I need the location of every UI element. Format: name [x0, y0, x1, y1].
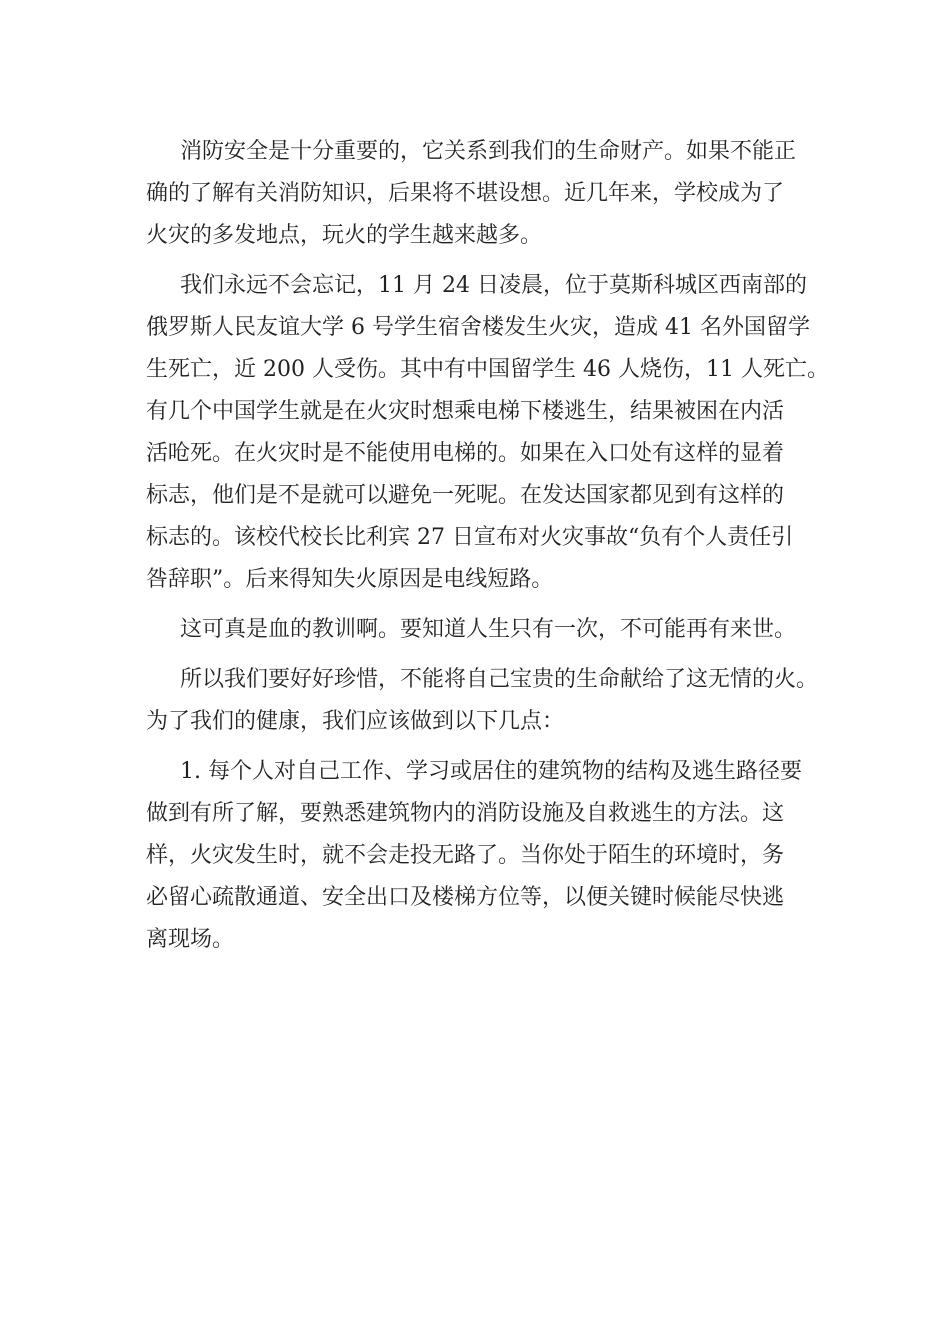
document-body — [146, 131, 829, 961]
paragraph-gap — [146, 257, 822, 265]
text-line: 咎辞职”。后来得知失火原因是电线短路。 — [146, 567, 554, 592]
paragraph-gap — [146, 651, 822, 659]
text-line: 所以我们要好好珍惜，不能将自己宝贵的生命献给了这无情的火。 — [180, 667, 819, 692]
paragraph — [146, 659, 822, 743]
text-line: 有几个中国学生就是在火灾时想乘电梯下楼逃生，结果被困在内活 — [146, 399, 785, 424]
text-line: 为了我们的健康，我们应该做到以下几点： — [146, 709, 565, 734]
text-line: 标志的。该校代校长比利宾 27 日宣布对火灾事故“负有个人责任引 — [146, 525, 794, 550]
text-line: 这可真是血的教训啊。要知道人生只有一次，不可能再有来世。 — [180, 617, 797, 642]
text-line: 标志，他们是不是就可以避免一死呢。在发达国家都见到有这样的 — [146, 483, 785, 508]
paragraph — [146, 751, 822, 961]
text-line: 确的了解有关消防知识，后果将不堪设想。近几年来，学校成为了 — [146, 181, 785, 206]
paragraph — [146, 131, 822, 257]
text-line: 必留心疏散通道、安全出口及楼梯方位等，以便关键时候能尽快逃 — [146, 885, 785, 910]
paragraph-gap — [146, 601, 822, 609]
text-line: 离现场。 — [146, 927, 235, 952]
text-line: 做到有所了解，要熟悉建筑物内的消防设施及自救逃生的方法。这 — [146, 801, 785, 826]
text-line: 消防安全是十分重要的，它关系到我们的生命财产。如果不能正 — [180, 139, 797, 164]
paragraph — [146, 265, 829, 601]
text-line: 样，火灾发生时，就不会走投无路了。当你处于陌生的环境时，务 — [146, 843, 785, 868]
paragraph-gap — [146, 743, 822, 751]
text-line: 活呛死。在火灾时是不能使用电梯的。如果在入口处有这样的显着 — [146, 441, 785, 466]
text-line: 1. 每个人对自己工作、学习或居住的建筑物的结构及逃生路径要 — [180, 759, 802, 784]
paragraph — [146, 609, 822, 651]
text-line: 我们永远不会忘记，11 月 24 日凌晨，位于莫斯科城区西南部的 — [180, 273, 807, 298]
text-line: 俄罗斯人民友谊大学 6 号学生宿舍楼发生火灾，造成 41 名外国留学 — [146, 315, 810, 340]
text-line: 生死亡，近 200 人受伤。其中有中国留学生 46 人烧伤，11 人死亡。 — [146, 357, 829, 382]
text-line: 火灾的多发地点，玩火的学生越来越多。 — [146, 223, 543, 248]
